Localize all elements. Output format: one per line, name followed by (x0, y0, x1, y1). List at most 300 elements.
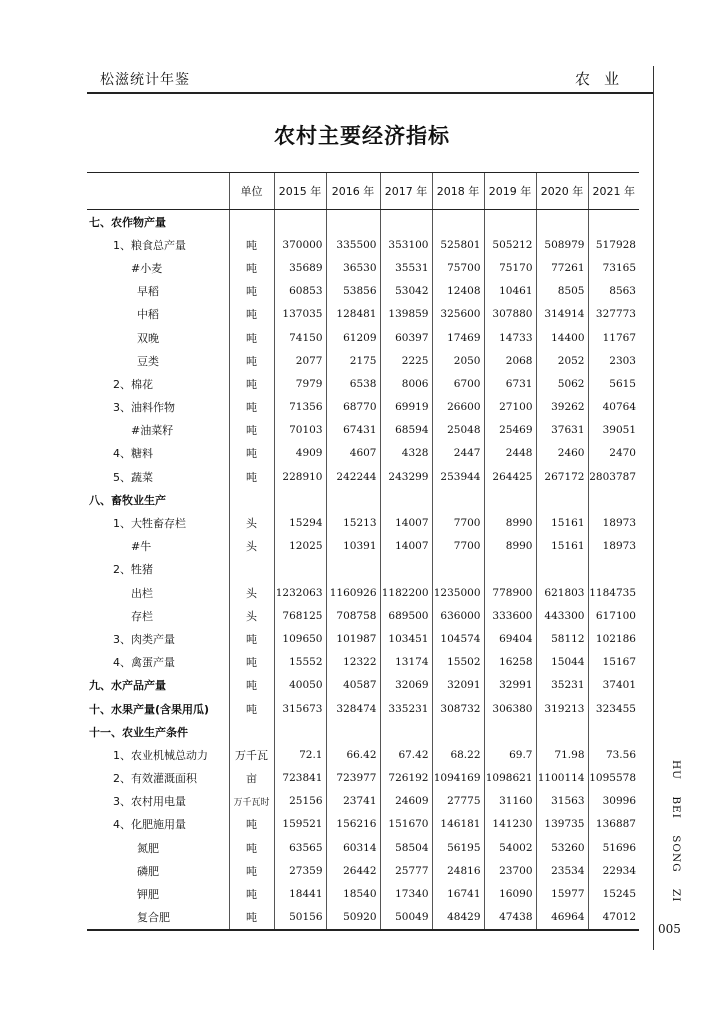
row-value: 370000 (274, 233, 326, 256)
table-row (87, 604, 639, 627)
row-value: 53042 (380, 280, 432, 303)
row-value (432, 488, 484, 511)
row-value: 69919 (380, 396, 432, 419)
row-value: 40587 (326, 674, 380, 697)
row-value: 47438 (484, 906, 536, 930)
row-value: 1160926 (326, 581, 380, 604)
row-value: 71.98 (536, 743, 588, 766)
table-row (87, 836, 639, 859)
row-label: 九、水产品产量 (89, 679, 166, 693)
row-value: 243299 (380, 465, 432, 488)
row-value: 53856 (326, 280, 380, 303)
row-value: 58112 (536, 627, 588, 650)
row-label: 氮肥 (137, 841, 159, 855)
table-row (87, 790, 639, 813)
row-value: 10461 (484, 280, 536, 303)
row-value: 4607 (326, 442, 380, 465)
row-value: 56195 (432, 836, 484, 859)
row-value: 2460 (536, 442, 588, 465)
row-value (326, 488, 380, 511)
row-value: 14007 (380, 535, 432, 558)
row-value: 60397 (380, 326, 432, 349)
row-value: 40764 (588, 396, 639, 419)
row-value (588, 558, 639, 581)
row-label: #牛 (131, 540, 152, 554)
row-unit: 吨 (229, 396, 274, 419)
row-label: 4、糖料 (113, 447, 153, 461)
row-value: 53260 (536, 836, 588, 859)
row-value: 22934 (588, 859, 639, 882)
table-row (87, 488, 639, 511)
row-value: 2447 (432, 442, 484, 465)
table-row (87, 419, 639, 442)
row-value: 24816 (432, 859, 484, 882)
row-value: 11767 (588, 326, 639, 349)
row-value: 1098621 (484, 767, 536, 790)
row-value: 1094169 (432, 767, 484, 790)
row-value (588, 720, 639, 743)
row-value: 25156 (274, 790, 326, 813)
row-value: 2050 (432, 349, 484, 372)
row-value: 58504 (380, 836, 432, 859)
row-value: 35231 (536, 674, 588, 697)
row-value: 508979 (536, 233, 588, 256)
table-row (87, 326, 639, 349)
row-value (274, 558, 326, 581)
table-row (87, 813, 639, 836)
row-value: 15167 (588, 651, 639, 674)
row-value: 50920 (326, 906, 380, 930)
row-unit (229, 488, 274, 511)
row-value: 2052 (536, 349, 588, 372)
row-value: 15245 (588, 882, 639, 905)
row-value: 12408 (432, 280, 484, 303)
row-value (484, 720, 536, 743)
indicator-table-wrapper (87, 172, 639, 931)
row-value: 27100 (484, 396, 536, 419)
column-header: 2017 年 (380, 173, 432, 210)
row-value: 8563 (588, 280, 639, 303)
row-value: 139859 (380, 303, 432, 326)
row-value: 77261 (536, 256, 588, 279)
row-value: 323455 (588, 697, 639, 720)
row-value: 1235000 (432, 581, 484, 604)
row-value: 35689 (274, 256, 326, 279)
column-header (87, 173, 229, 210)
row-value: 68770 (326, 396, 380, 419)
row-value: 1232063 (274, 581, 326, 604)
chapter-title: 农业 (575, 70, 634, 88)
row-value: 5615 (588, 372, 639, 395)
row-value: 159521 (274, 813, 326, 836)
table-row (87, 442, 639, 465)
row-value: 328474 (326, 697, 380, 720)
column-header: 2021 年 (588, 173, 639, 210)
row-label: 七、农作物产量 (89, 215, 166, 229)
row-value: 308732 (432, 697, 484, 720)
row-label: 3、农村用电量 (113, 795, 186, 809)
row-value: 13174 (380, 651, 432, 674)
table-row (87, 233, 639, 256)
row-value (432, 210, 484, 234)
row-value: 4328 (380, 442, 432, 465)
row-value: 2077 (274, 349, 326, 372)
row-value: 617100 (588, 604, 639, 627)
row-value (432, 558, 484, 581)
side-text: HU BEI SONG ZI (670, 760, 682, 903)
row-value: 54002 (484, 836, 536, 859)
row-unit: 吨 (229, 651, 274, 674)
row-value: 30996 (588, 790, 639, 813)
row-value: 723977 (326, 767, 380, 790)
row-value: 15161 (536, 535, 588, 558)
row-value: 264425 (484, 465, 536, 488)
row-value: 1184735 (588, 581, 639, 604)
row-value: 26442 (326, 859, 380, 882)
row-unit: 吨 (229, 906, 274, 930)
row-value: 15502 (432, 651, 484, 674)
row-value: 25048 (432, 419, 484, 442)
row-value: 102186 (588, 627, 639, 650)
row-value: 136887 (588, 813, 639, 836)
row-label: 1、农业机械总动力 (113, 748, 208, 762)
row-label: 4、化肥施用量 (113, 818, 186, 832)
row-label: 十一、农业生产条件 (89, 725, 188, 739)
row-value: 137035 (274, 303, 326, 326)
header-rule (87, 92, 654, 94)
row-unit: 万千瓦 (229, 743, 274, 766)
row-unit: 吨 (229, 326, 274, 349)
row-value (432, 720, 484, 743)
row-label: 中稻 (137, 308, 159, 322)
row-label: 磷肥 (137, 864, 159, 878)
table-row (87, 581, 639, 604)
row-value: 15213 (326, 511, 380, 534)
row-unit (229, 558, 274, 581)
table-row (87, 280, 639, 303)
row-value: 778900 (484, 581, 536, 604)
row-value: 50156 (274, 906, 326, 930)
row-value (274, 720, 326, 743)
row-value: 60853 (274, 280, 326, 303)
indicator-table (87, 172, 639, 931)
row-value: 6731 (484, 372, 536, 395)
table-row (87, 767, 639, 790)
row-value: 50049 (380, 906, 432, 930)
table-row (87, 396, 639, 419)
row-label: 钾肥 (137, 888, 159, 902)
row-value (326, 558, 380, 581)
row-unit: 头 (229, 511, 274, 534)
row-unit: 吨 (229, 674, 274, 697)
row-value: 46964 (536, 906, 588, 930)
row-value: 15977 (536, 882, 588, 905)
row-value: 10391 (326, 535, 380, 558)
row-label: 双晚 (137, 331, 159, 345)
row-value: 139735 (536, 813, 588, 836)
row-value: 69404 (484, 627, 536, 650)
row-value (274, 210, 326, 234)
row-value: 39051 (588, 419, 639, 442)
row-label: 1、粮食总产量 (113, 238, 186, 252)
row-value: 17340 (380, 882, 432, 905)
row-label: #油菜籽 (131, 424, 174, 438)
table-row (87, 720, 639, 743)
row-unit: 吨 (229, 836, 274, 859)
row-value: 306380 (484, 697, 536, 720)
row-value: 16741 (432, 882, 484, 905)
table-row (87, 372, 639, 395)
row-value: 12322 (326, 651, 380, 674)
row-unit: 吨 (229, 233, 274, 256)
row-value: 8990 (484, 511, 536, 534)
row-value: 40050 (274, 674, 326, 697)
row-value: 8990 (484, 535, 536, 558)
table-row (87, 558, 639, 581)
row-value: 314914 (536, 303, 588, 326)
row-value: 23700 (484, 859, 536, 882)
row-value (380, 210, 432, 234)
row-value: 2303 (588, 349, 639, 372)
table-row (87, 859, 639, 882)
row-value: 14400 (536, 326, 588, 349)
row-label: 出栏 (131, 586, 153, 600)
row-unit: 头 (229, 604, 274, 627)
row-unit: 吨 (229, 256, 274, 279)
row-value: 141230 (484, 813, 536, 836)
table-row (87, 651, 639, 674)
table-row (87, 535, 639, 558)
row-value: 60314 (326, 836, 380, 859)
row-value: 228910 (274, 465, 326, 488)
row-unit: 吨 (229, 859, 274, 882)
row-label: #小麦 (131, 261, 163, 275)
row-value: 128481 (326, 303, 380, 326)
table-row (87, 256, 639, 279)
row-value: 517928 (588, 233, 639, 256)
row-value: 18973 (588, 535, 639, 558)
row-unit: 头 (229, 581, 274, 604)
row-value: 443300 (536, 604, 588, 627)
row-value: 35531 (380, 256, 432, 279)
row-value: 5062 (536, 372, 588, 395)
row-value: 146181 (432, 813, 484, 836)
row-value: 15552 (274, 651, 326, 674)
row-value (380, 488, 432, 511)
row-value: 48429 (432, 906, 484, 930)
row-value: 689500 (380, 604, 432, 627)
row-value: 333600 (484, 604, 536, 627)
row-value (380, 720, 432, 743)
row-label: 4、禽蛋产量 (113, 656, 175, 670)
row-unit: 吨 (229, 813, 274, 836)
row-value: 525801 (432, 233, 484, 256)
row-value: 47012 (588, 906, 639, 930)
row-value: 319213 (536, 697, 588, 720)
row-value: 36530 (326, 256, 380, 279)
row-value (588, 210, 639, 234)
row-value: 109650 (274, 627, 326, 650)
row-value: 75170 (484, 256, 536, 279)
row-value: 1100114 (536, 767, 588, 790)
row-label: 3、油料作物 (113, 401, 175, 415)
row-value: 73165 (588, 256, 639, 279)
row-value: 253944 (432, 465, 484, 488)
row-value: 16258 (484, 651, 536, 674)
row-unit (229, 720, 274, 743)
row-value: 17469 (432, 326, 484, 349)
row-value: 353100 (380, 233, 432, 256)
row-value: 335231 (380, 697, 432, 720)
row-value: 14733 (484, 326, 536, 349)
row-value: 72.1 (274, 743, 326, 766)
row-unit: 吨 (229, 697, 274, 720)
row-unit (229, 210, 274, 234)
row-value: 335500 (326, 233, 380, 256)
row-value (536, 488, 588, 511)
row-value: 67.42 (380, 743, 432, 766)
row-value: 71356 (274, 396, 326, 419)
row-unit: 吨 (229, 280, 274, 303)
row-value (326, 210, 380, 234)
table-row (87, 511, 639, 534)
table-row (87, 906, 639, 930)
row-unit: 吨 (229, 349, 274, 372)
row-value (484, 210, 536, 234)
row-unit: 吨 (229, 882, 274, 905)
row-value (536, 210, 588, 234)
row-value: 18973 (588, 511, 639, 534)
row-label: 早稻 (137, 285, 159, 299)
row-value: 7700 (432, 511, 484, 534)
row-value: 156216 (326, 813, 380, 836)
row-value: 1095578 (588, 767, 639, 790)
row-value: 242244 (326, 465, 380, 488)
row-value: 31160 (484, 790, 536, 813)
row-unit: 吨 (229, 419, 274, 442)
row-value: 27359 (274, 859, 326, 882)
row-value: 18441 (274, 882, 326, 905)
row-value (588, 488, 639, 511)
row-value: 2175 (326, 349, 380, 372)
table-row (87, 349, 639, 372)
row-label: 复合肥 (87, 906, 229, 930)
row-value: 51696 (588, 836, 639, 859)
row-label: 3、肉类产量 (113, 632, 175, 646)
row-value: 15044 (536, 651, 588, 674)
row-value: 24609 (380, 790, 432, 813)
row-value (274, 488, 326, 511)
row-value: 1182200 (380, 581, 432, 604)
row-value: 31563 (536, 790, 588, 813)
row-value: 325600 (432, 303, 484, 326)
column-header: 2015 年 (274, 173, 326, 210)
column-header: 2018 年 (432, 173, 484, 210)
row-value: 66.42 (326, 743, 380, 766)
row-label: 5、蔬菜 (113, 470, 153, 484)
row-value: 327773 (588, 303, 639, 326)
page-title: 农村主要经济指标 (274, 123, 450, 148)
table-row (87, 882, 639, 905)
row-value: 37401 (588, 674, 639, 697)
row-value: 505212 (484, 233, 536, 256)
table-row (87, 210, 639, 234)
row-value: 151670 (380, 813, 432, 836)
column-header: 单位 (229, 173, 274, 210)
row-unit: 吨 (229, 372, 274, 395)
row-value: 26600 (432, 396, 484, 419)
row-value: 768125 (274, 604, 326, 627)
row-label: 十、水果产量(含果用瓜) (89, 702, 210, 716)
row-label: 2、有效灌溉面积 (113, 772, 197, 786)
row-label: 2、棉花 (113, 377, 153, 391)
row-value: 307880 (484, 303, 536, 326)
row-value: 23534 (536, 859, 588, 882)
row-unit: 吨 (229, 442, 274, 465)
row-value: 74150 (274, 326, 326, 349)
column-header: 2020 年 (536, 173, 588, 210)
row-value: 39262 (536, 396, 588, 419)
row-value: 6538 (326, 372, 380, 395)
row-value: 25777 (380, 859, 432, 882)
row-value: 12025 (274, 535, 326, 558)
row-value: 32991 (484, 674, 536, 697)
row-value: 2448 (484, 442, 536, 465)
column-header: 2016 年 (326, 173, 380, 210)
row-value: 2470 (588, 442, 639, 465)
row-value: 18540 (326, 882, 380, 905)
row-value (536, 558, 588, 581)
row-label: 八、畜牧业生产 (89, 493, 166, 507)
row-unit: 吨 (229, 303, 274, 326)
row-value: 723841 (274, 767, 326, 790)
row-value (536, 720, 588, 743)
row-value: 23741 (326, 790, 380, 813)
row-value: 6700 (432, 372, 484, 395)
row-value: 14007 (380, 511, 432, 534)
row-value: 2803787 (588, 465, 639, 488)
row-value: 32069 (380, 674, 432, 697)
row-unit: 万千瓦时 (229, 790, 274, 813)
row-value: 73.56 (588, 743, 639, 766)
column-header: 2019 年 (484, 173, 536, 210)
row-value: 267172 (536, 465, 588, 488)
page-number: 005 (658, 922, 681, 936)
row-value: 70103 (274, 419, 326, 442)
table-row (87, 627, 639, 650)
table-header-row (87, 173, 639, 210)
row-value: 103451 (380, 627, 432, 650)
margin-rule (653, 66, 654, 950)
row-value: 16090 (484, 882, 536, 905)
row-value: 7979 (274, 372, 326, 395)
table-row (87, 674, 639, 697)
row-value: 75700 (432, 256, 484, 279)
row-value: 63565 (274, 836, 326, 859)
row-value: 68.22 (432, 743, 484, 766)
row-value: 7700 (432, 535, 484, 558)
row-value (326, 720, 380, 743)
row-value (484, 558, 536, 581)
row-value: 37631 (536, 419, 588, 442)
table-row (87, 465, 639, 488)
row-value: 8006 (380, 372, 432, 395)
row-value: 2225 (380, 349, 432, 372)
row-value: 27775 (432, 790, 484, 813)
row-label: 豆类 (137, 354, 159, 368)
row-value: 69.7 (484, 743, 536, 766)
table-row (87, 743, 639, 766)
